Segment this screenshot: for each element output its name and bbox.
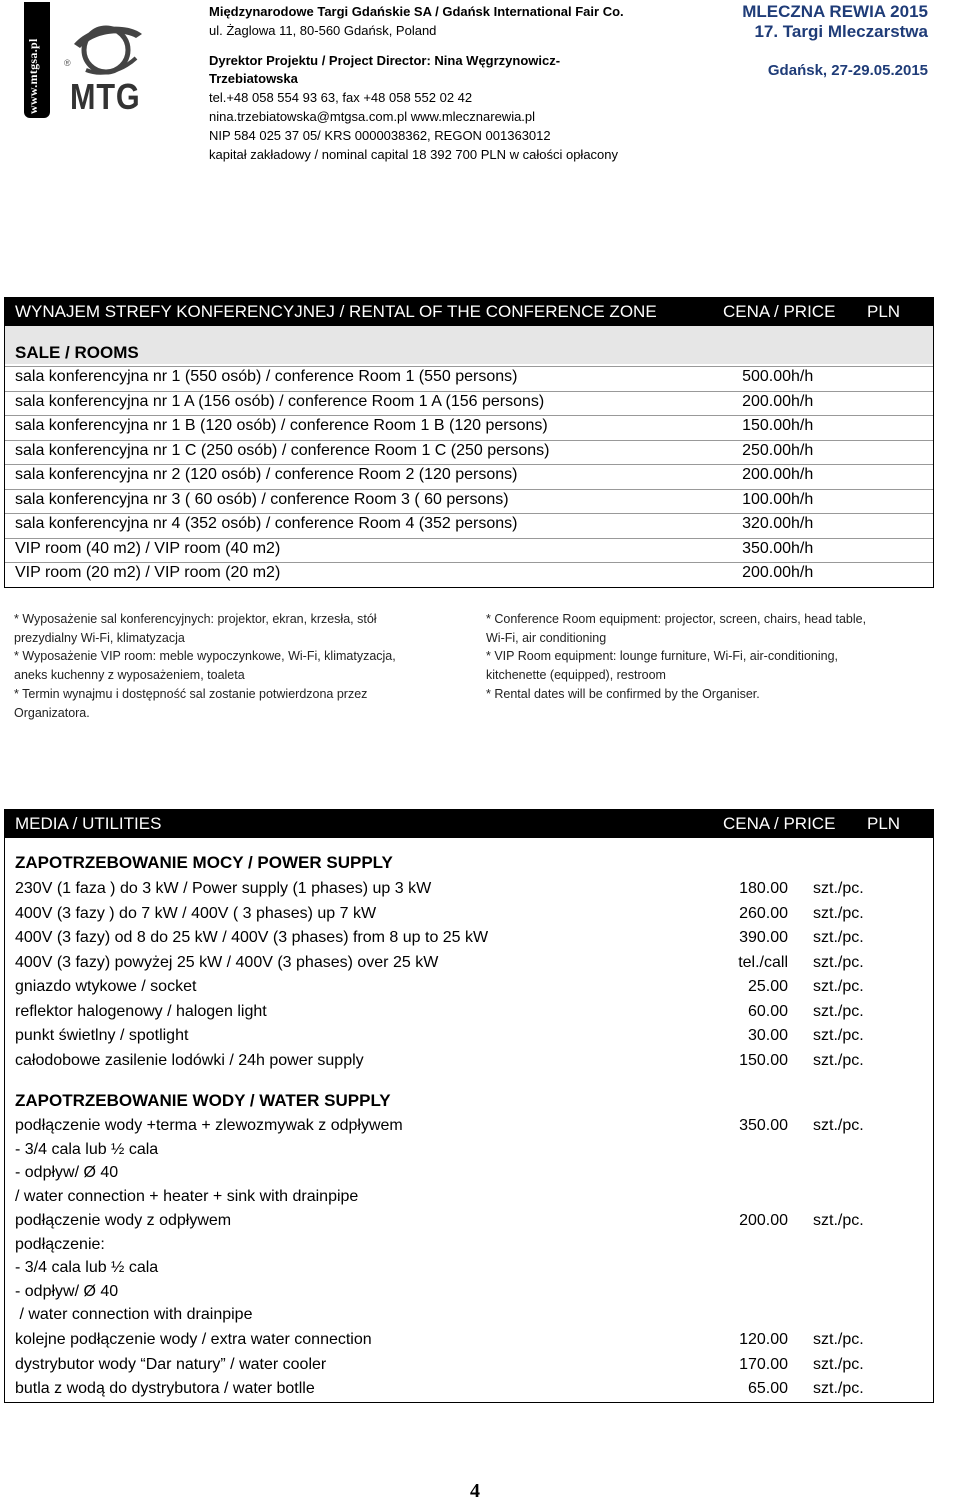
item-name: sala konferencyjna nr 1 C (250 osób) / conference Room 1 C (250 persons) xyxy=(15,441,550,459)
item-unit: szt./pc. xyxy=(813,904,864,922)
item-price: 170.00 xyxy=(739,1355,788,1373)
item-unit: szt./pc. xyxy=(813,929,864,946)
note-line: * Wyposażenie sal konferencyjnych: projektor, ekran, krzesła, stół xyxy=(14,612,377,626)
item-unit: szt./pc. xyxy=(813,1117,864,1134)
item-price: 150.00 xyxy=(739,1051,788,1069)
item-line: - odpływ/ Ø 40 xyxy=(15,1282,119,1300)
row-divider xyxy=(5,366,933,367)
item-price: 65.00 xyxy=(747,1380,788,1397)
nip-krs-regon: NIP 584 025 37 05/ KRS 0000038362, REGON 001363012 xyxy=(209,128,551,143)
item-unit: h/h xyxy=(791,490,814,508)
media-table xyxy=(4,809,934,1403)
currency-column-header: PLN xyxy=(867,302,901,321)
event-subtitle: 17. Targi Mleczarstwa xyxy=(754,22,928,41)
item-price: 200.00 xyxy=(742,392,791,410)
item-line: podłączenie: xyxy=(15,1235,105,1253)
mtg-logo-icon xyxy=(66,14,146,84)
item-price: 200.00 xyxy=(739,1212,788,1229)
item-price: tel./call xyxy=(738,953,788,971)
registered-mark: ® xyxy=(64,58,71,68)
note-line: kitchenette (equipped), restroom xyxy=(486,668,666,683)
conference-table-header xyxy=(5,298,933,326)
item-price: 200.00 xyxy=(742,564,791,581)
item-line: - 3/4 cala lub ½ cala xyxy=(15,1140,159,1158)
row-divider xyxy=(5,538,933,539)
item-name: całodobowe zasilenie lodówki / 24h power supply xyxy=(15,1051,364,1069)
item-price: 200.00 xyxy=(742,466,791,483)
conference-table-title: WYNAJEM STREFY KONFERENCYJNEJ / RENTAL OF THE CONFERENCE ZONE xyxy=(15,302,657,321)
item-line: podłączenie wody z odpływem xyxy=(15,1212,232,1229)
row-divider xyxy=(5,489,933,490)
project-director: Dyrektor Projektu / Project Director: Nina Węgrzynowicz- xyxy=(209,53,561,68)
item-name: 400V (3 fazy ) do 7 kW / 400V ( 3 phases) up 7 kW xyxy=(15,904,377,922)
item-name: gniazdo wtykowe / socket xyxy=(15,978,197,995)
item-name: VIP room (40 m2) / VIP room (40 m2) xyxy=(15,539,281,557)
item-unit: h/h xyxy=(791,466,814,483)
note-line: prezydialny Wi-Fi, klimatyzacja xyxy=(14,630,185,645)
item-name: butla z wodą do dystrybutora / water botlle xyxy=(15,1380,315,1397)
note-line: Wi-Fi, air conditioning xyxy=(486,630,607,645)
item-name: 400V (3 fazy) powyżej 25 kW / 400V (3 phases) over 25 kW xyxy=(15,953,439,971)
item-unit: h/h xyxy=(791,368,814,385)
phone-fax: tel.+48 058 554 93 63, fax +48 058 552 02 42 xyxy=(209,90,473,105)
item-line: - 3/4 cala lub ½ cala xyxy=(15,1259,159,1276)
conference-table xyxy=(4,297,934,588)
company-address: ul. Żaglowa 11, 80-560 Gdańsk, Poland xyxy=(209,23,437,38)
item-unit: h/h xyxy=(791,392,814,410)
item-price: 260.00 xyxy=(739,904,788,922)
item-price: 60.00 xyxy=(747,1002,788,1020)
event-date: Gdańsk, 27-29.05.2015 xyxy=(767,62,928,79)
company-name: Międzynarodowe Targi Gdańskie SA / Gdańsk International Fair Co. xyxy=(209,4,624,19)
item-line: / water connection + heater + sink with drainpipe xyxy=(15,1187,359,1205)
section-band xyxy=(5,326,933,364)
item-name: VIP room (20 m2) / VIP room (20 m2) xyxy=(15,564,281,581)
note-line: * Wyposażenie VIP room: meble wypoczynkowe, Wi-Fi, klimatyzacja, xyxy=(14,649,396,664)
section-title-power: ZAPOTRZEBOWANIE MOCY / POWER SUPPLY xyxy=(15,853,393,872)
item-name: kolejne podłączenie wody / extra water connection xyxy=(15,1331,372,1348)
item-price: 250.00 xyxy=(742,441,791,459)
nominal-capital: kapitał zakładowy / nominal capital 18 392 700 PLN w całości opłacony xyxy=(209,147,619,162)
item-name: sala konferencyjna nr 1 (550 osób) / conference Room 1 (550 persons) xyxy=(15,368,518,385)
media-table-title: MEDIA / UTILITIES xyxy=(15,814,162,833)
event-title: MLECZNA REWIA 2015 xyxy=(742,2,928,21)
item-price: 30.00 xyxy=(747,1027,788,1044)
note-line: * Termin wynajmu i dostępność sal zostanie potwierdzona przez xyxy=(14,686,368,701)
item-unit: szt./pc. xyxy=(813,1380,864,1397)
item-name: 230V (1 faza ) do 3 kW / Power supply (1 phases) up 3 kW xyxy=(15,880,432,897)
item-price: 120.00 xyxy=(739,1331,788,1348)
note-line: * Rental dates will be confirmed by the Organiser. xyxy=(486,686,760,701)
item-unit: h/h xyxy=(791,441,814,459)
item-unit: szt./pc. xyxy=(813,1212,864,1229)
item-unit: h/h xyxy=(791,417,814,434)
section-title-water: ZAPOTRZEBOWANIE WODY / WATER SUPPLY xyxy=(15,1091,391,1110)
row-divider xyxy=(5,415,933,416)
note-line: * VIP Room equipment: lounge furniture, Wi-Fi, air-conditioning, xyxy=(486,649,839,664)
item-unit: h/h xyxy=(791,539,814,557)
item-price: 390.00 xyxy=(739,929,788,946)
item-name: 400V (3 fazy) od 8 do 25 kW / 400V (3 phases) from 8 up to 25 kW xyxy=(15,929,489,946)
price-column-header: CENA / PRICE xyxy=(723,302,836,321)
item-unit: szt./pc. xyxy=(813,978,864,995)
note-line: * Conference Room equipment: projector, screen, chairs, head table, xyxy=(486,612,867,626)
item-unit: szt./pc. xyxy=(813,1051,864,1069)
item-name: sala konferencyjna nr 3 ( 60 osób) / conference Room 3 ( 60 persons) xyxy=(15,490,509,508)
item-name: sala konferencyjna nr 1 A (156 osób) / conference Room 1 A (156 persons) xyxy=(15,392,545,410)
project-director-cont: Trzebiatowska xyxy=(209,71,298,86)
item-price: 350.00 xyxy=(742,539,791,557)
item-name: sala konferencyjna nr 4 (352 osób) / conference Room 4 (352 persons) xyxy=(15,515,518,532)
item-price: 500.00 xyxy=(742,368,791,385)
notes-english xyxy=(486,610,926,704)
item-unit: szt./pc. xyxy=(813,880,864,897)
note-line: Organizatora. xyxy=(14,705,90,720)
note-line: aneks kuchenny z wyposażeniem, toaleta xyxy=(14,668,245,683)
item-name: punkt świetlny / spotlight xyxy=(15,1027,189,1044)
row-divider xyxy=(5,440,933,441)
item-price: 180.00 xyxy=(739,880,788,897)
item-unit: szt./pc. xyxy=(813,1002,864,1020)
item-price: 150.00 xyxy=(742,417,791,434)
item-price: 350.00 xyxy=(739,1117,788,1134)
item-name: reflektor halogenowy / halogen light xyxy=(15,1002,267,1020)
row-divider xyxy=(5,562,933,563)
item-line: - odpływ/ Ø 40 xyxy=(15,1164,119,1181)
item-unit: h/h xyxy=(791,515,814,532)
logo-text: MTG xyxy=(70,76,141,117)
item-price: 100.00 xyxy=(742,490,791,508)
item-unit: szt./pc. xyxy=(813,953,864,971)
item-price: 320.00 xyxy=(742,515,791,532)
item-unit: szt./pc. xyxy=(813,1355,864,1373)
item-name: dystrybutor wody “Dar natury” / water cooler xyxy=(15,1355,327,1373)
media-table-header xyxy=(5,810,933,838)
price-column-header: CENA / PRICE xyxy=(723,814,836,833)
item-line: podłączenie wody +terma + zlewozmywak z odpływem xyxy=(15,1117,403,1134)
item-name: sala konferencyjna nr 2 (120 osób) / conference Room 2 (120 persons) xyxy=(15,466,518,483)
item-price: 25.00 xyxy=(747,978,788,995)
item-name: sala konferencyjna nr 1 B (120 osób) / conference Room 1 B (120 persons) xyxy=(15,417,548,434)
item-unit: h/h xyxy=(791,564,814,581)
row-divider xyxy=(5,513,933,514)
page-number: 4 xyxy=(470,1480,480,1502)
email-web: nina.trzebiatowska@mtgsa.com.pl www.mlecznarewia.pl xyxy=(209,109,536,124)
row-divider xyxy=(5,464,933,465)
logo-url-text: www.mtgsa.pl xyxy=(26,38,40,114)
item-unit: szt./pc. xyxy=(813,1331,864,1348)
logo-vertical-bar xyxy=(24,2,50,118)
section-title-rooms: SALE / ROOMS xyxy=(15,343,139,362)
item-line: / water connection with drainpipe xyxy=(15,1306,253,1323)
item-unit: szt./pc. xyxy=(813,1027,864,1044)
currency-column-header: PLN xyxy=(867,814,901,833)
notes-polish xyxy=(14,610,464,722)
row-divider xyxy=(5,391,933,392)
